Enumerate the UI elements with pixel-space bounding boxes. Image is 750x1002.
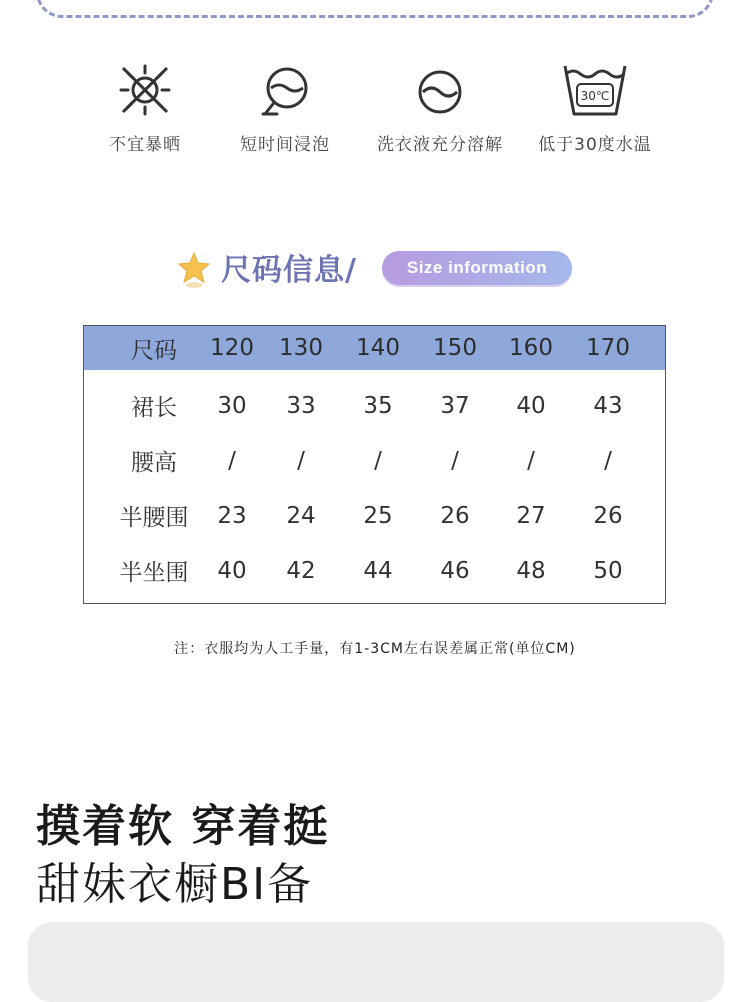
table-cell: 46 [440,557,470,584]
table-cell: 26 [593,502,623,529]
table-cell: 23 [217,502,247,529]
table-cell: 24 [286,502,316,529]
table-cell: 40 [217,557,247,584]
slogan-line-1: 摸着软 穿着挺 [36,801,330,852]
care-instructions [0,60,750,160]
size-title: 尺码信息/ [221,253,357,288]
row-label: 半腰围 [119,505,189,531]
size-table [83,325,666,604]
row-label: 裙长 [131,395,177,421]
table-cell: 25 [363,502,393,529]
short-soak-icon [255,60,315,120]
table-cell: 27 [516,502,546,529]
table-cell: 43 [593,392,623,419]
table-cell: / [374,447,382,474]
table-cell: / [297,447,305,474]
care-item-dissolve [355,60,525,155]
header-cell: 120 [210,335,254,361]
row-label: 腰高 [131,450,177,476]
table-cell: 48 [516,557,546,584]
table-cell: / [228,447,236,474]
header-cell: 160 [509,335,553,361]
table-row [84,543,665,598]
care-label: 短时间浸泡 [240,135,330,155]
bottom-panel [28,922,724,1002]
table-cell: 37 [440,392,470,419]
dissolve-detergent-icon [410,60,470,120]
table-row [84,433,665,488]
header-cell: 150 [433,335,477,361]
table-cell: 42 [286,557,316,584]
header-cell: 尺码 [131,337,177,364]
size-information-badge: Size information [382,251,572,285]
row-label: 半坐围 [119,560,189,586]
measurement-note: 注：衣服均为人工手量，有1-3CM左右误差属正常(单位CM) [174,641,576,657]
table-cell: / [604,447,612,474]
care-label: 低于30度水温 [538,135,652,155]
header-cell: 170 [586,335,630,361]
care-label: 不宜暴晒 [109,135,181,155]
wash-temp-label: 30℃ [580,89,610,103]
table-row [84,378,665,433]
star-icon [176,250,212,290]
care-item-wash-30 [510,60,680,155]
care-label: 洗衣液充分溶解 [377,135,503,155]
top-dashed-frame [36,0,714,18]
size-header [0,245,750,295]
table-cell: 30 [217,392,247,419]
care-item-short-soak [200,60,370,155]
table-cell: 44 [363,557,393,584]
table-cell: 35 [363,392,393,419]
table-cell: 40 [516,392,546,419]
table-row [84,488,665,543]
table-cell: 26 [440,502,470,529]
table-cell: / [527,447,535,474]
table-header-row [84,326,665,370]
wash-30-icon [560,60,630,120]
header-cell: 130 [279,335,323,361]
slogan-line-2: 甜妹衣橱BI备 [36,859,314,910]
table-cell: 33 [286,392,316,419]
table-cell: 50 [593,557,623,584]
header-cell: 140 [356,335,400,361]
table-cell: / [451,447,459,474]
no-sun-drying-icon [115,60,175,120]
